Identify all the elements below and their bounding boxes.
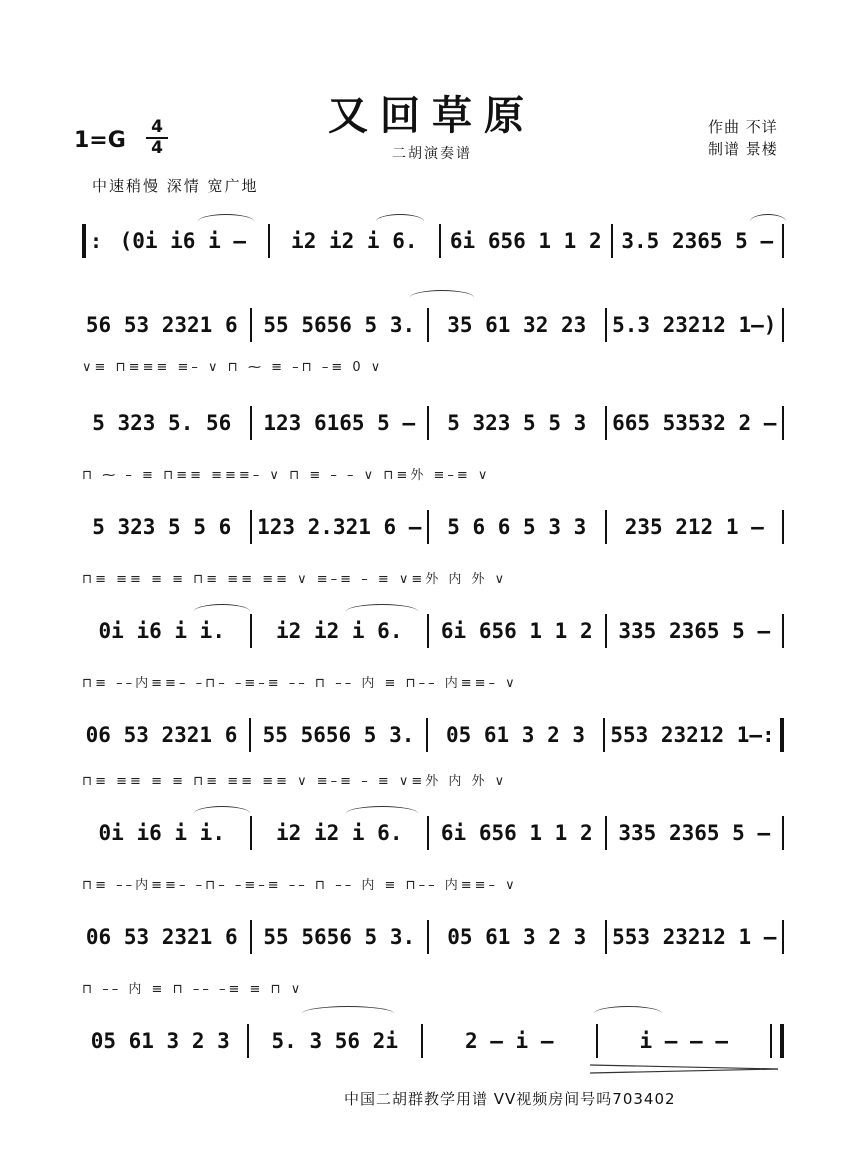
diminuendo-hairpin bbox=[590, 1062, 780, 1076]
notation-system bbox=[78, 262, 788, 350]
notation-system bbox=[78, 672, 788, 760]
tempo-marking: 中速稍慢 深情 宽广地 bbox=[92, 177, 259, 195]
repeat-barline bbox=[82, 224, 86, 258]
measure: 6i 656 1 1 2 bbox=[440, 619, 593, 643]
measure: 05 61 3 2 3 bbox=[90, 1029, 230, 1053]
barline bbox=[782, 816, 784, 850]
barline bbox=[249, 718, 251, 752]
bowing-marks: ⊓≡ ––内≡≡– –⊓– –≡–≡ –– ⊓ –– 内 ≡ ⊓–– 内≡≡– ∨ bbox=[82, 676, 518, 691]
measure: 05 61 3 2 3 bbox=[445, 723, 586, 747]
measure: 5.3 23212 1–) bbox=[612, 313, 777, 337]
measure: 2 – i – bbox=[464, 1029, 554, 1053]
slur-arc bbox=[302, 1006, 394, 1021]
measure: i2 i2 i 6. bbox=[276, 821, 403, 845]
measure-row bbox=[78, 224, 788, 258]
arranger-credit: 制谱 景楼 bbox=[708, 140, 778, 158]
bowing-marks: ⊓≡ ––内≡≡– –⊓– –≡–≡ –– ⊓ –– 内 ≡ ⊓–– 内≡≡– ∨ bbox=[82, 878, 518, 893]
measure: 5 323 5 5 3 bbox=[447, 411, 587, 435]
bowing-marks: ⊓ –– 内 ≡ ⊓ –– –≡ ≡ ⊓ ∨ bbox=[82, 982, 304, 997]
barline bbox=[427, 920, 429, 954]
measure: 335 2365 5 – bbox=[618, 821, 771, 845]
measure: 5. 3 56 2i bbox=[271, 1029, 398, 1053]
measure: 55 5656 5 3. bbox=[262, 723, 415, 747]
barline bbox=[605, 308, 607, 342]
measure-row bbox=[78, 816, 788, 850]
barline bbox=[611, 224, 613, 258]
notation-system bbox=[78, 978, 788, 1066]
barline bbox=[250, 510, 252, 544]
measure: (0i i6 i – bbox=[119, 229, 246, 253]
notation-system bbox=[78, 770, 788, 858]
barline bbox=[782, 308, 784, 342]
barline bbox=[605, 406, 607, 440]
measure: 335 2365 5 – bbox=[618, 619, 771, 643]
key-signature: 1=G bbox=[74, 128, 126, 153]
barline bbox=[782, 614, 784, 648]
barline bbox=[605, 614, 607, 648]
measure-row bbox=[78, 406, 788, 440]
barline bbox=[427, 816, 429, 850]
measure: 123 2.321 6 – bbox=[257, 515, 422, 539]
notation-system bbox=[78, 874, 788, 962]
bowing-marks: ∨≡ ⊓≡≡≡ ≡– ∨ ⊓ ⁓ ≡ –⊓ –≡ 0 ∨ bbox=[82, 360, 384, 375]
barline bbox=[250, 614, 252, 648]
measure: 665 53532 2 – bbox=[612, 411, 777, 435]
repeat-dots: : bbox=[90, 229, 103, 253]
measure: i – – – bbox=[639, 1029, 728, 1053]
measure: 123 6165 5 – bbox=[263, 411, 416, 435]
measure: i2 i2 i 6. bbox=[276, 619, 403, 643]
measure: 05 61 3 2 3 bbox=[447, 925, 587, 949]
measure: 55 5656 5 3. bbox=[263, 925, 416, 949]
barline bbox=[268, 224, 270, 258]
measure: 06 53 2321 6 bbox=[85, 925, 238, 949]
final-barline bbox=[780, 1024, 784, 1058]
bowing-marks bbox=[82, 178, 788, 222]
slur-arc bbox=[594, 1006, 662, 1021]
meter-bottom: 4 bbox=[146, 137, 168, 158]
bowing-marks: ⊓≡ ≡≡ ≡ ≡ ⊓≡ ≡≡ ≡≡ ∨ ≡–≡ – ≡ ∨≡外 内 外 ∨ bbox=[82, 774, 508, 789]
barline bbox=[247, 1024, 249, 1058]
measure-row bbox=[78, 718, 788, 752]
notation-system bbox=[78, 568, 788, 656]
barline bbox=[605, 920, 607, 954]
barline bbox=[603, 718, 605, 752]
barline bbox=[782, 406, 784, 440]
notation-system bbox=[78, 464, 788, 552]
measure: 56 53 2321 6 bbox=[85, 313, 238, 337]
measure-row bbox=[78, 920, 788, 954]
credits bbox=[708, 116, 778, 160]
measure-row bbox=[78, 510, 788, 544]
barline bbox=[250, 308, 252, 342]
measure: 5 6 6 5 3 3 bbox=[447, 515, 587, 539]
measure: 5 323 5 5 6 bbox=[92, 515, 232, 539]
measure-row bbox=[78, 1024, 788, 1058]
meter-top: 4 bbox=[151, 117, 163, 137]
measure: 06 53 2321 6 bbox=[85, 723, 238, 747]
measure: 6i 656 1 1 2 bbox=[449, 229, 602, 253]
barline bbox=[421, 1024, 423, 1058]
barline bbox=[250, 406, 252, 440]
barline bbox=[427, 308, 429, 342]
barline bbox=[427, 614, 429, 648]
footer-note: 中国二胡群教学用谱 VV视频房间号吗703402 bbox=[344, 1090, 676, 1108]
barline bbox=[250, 816, 252, 850]
bowing-marks: ⊓ ⁓ – ≡ ⊓≡≡ ≡≡≡– ∨ ⊓ ≡ – – ∨ ⊓≡外 ≡–≡ ∨ bbox=[82, 468, 491, 483]
barline bbox=[596, 1024, 598, 1058]
barline bbox=[439, 224, 441, 258]
score-subtitle: 二胡演奏谱 bbox=[392, 146, 472, 162]
time-signature bbox=[146, 118, 168, 158]
score-title: 又回草原 bbox=[328, 92, 536, 139]
measure: 35 61 32 23 bbox=[447, 313, 587, 337]
measure-row bbox=[78, 308, 788, 342]
measure: 235 212 1 – bbox=[624, 515, 764, 539]
notation-system bbox=[78, 360, 788, 448]
barline bbox=[782, 510, 784, 544]
barline bbox=[782, 224, 784, 258]
composer-credit: 作曲 不详 bbox=[708, 118, 778, 136]
barline bbox=[782, 920, 784, 954]
bowing-marks: ⊓≡ ≡≡ ≡ ≡ ⊓≡ ≡≡ ≡≡ ∨ ≡–≡ – ≡ ∨≡外 内 外 ∨ bbox=[82, 572, 508, 587]
barline bbox=[427, 406, 429, 440]
barline bbox=[426, 718, 428, 752]
repeat-end-barline bbox=[780, 718, 784, 752]
barline bbox=[605, 816, 607, 850]
measure: 553 23212 1 – bbox=[612, 925, 777, 949]
measure: i2 i2 i 6. bbox=[291, 229, 418, 253]
measure: 55 5656 5 3. bbox=[263, 313, 416, 337]
measure: 6i 656 1 1 2 bbox=[440, 821, 593, 845]
notation-system bbox=[78, 178, 788, 266]
barline bbox=[427, 510, 429, 544]
barline bbox=[605, 510, 607, 544]
measure: 0i i6 i i. bbox=[98, 821, 225, 845]
barline bbox=[770, 1024, 772, 1058]
measure: 3.5 2365 5 – bbox=[621, 229, 774, 253]
measure: 553 23212 1–: bbox=[610, 723, 775, 747]
slur-arc bbox=[410, 290, 474, 305]
measure: 0i i6 i i. bbox=[98, 619, 225, 643]
barline bbox=[250, 920, 252, 954]
measure: 5 323 5. 56 bbox=[92, 411, 232, 435]
measure-row bbox=[78, 614, 788, 648]
